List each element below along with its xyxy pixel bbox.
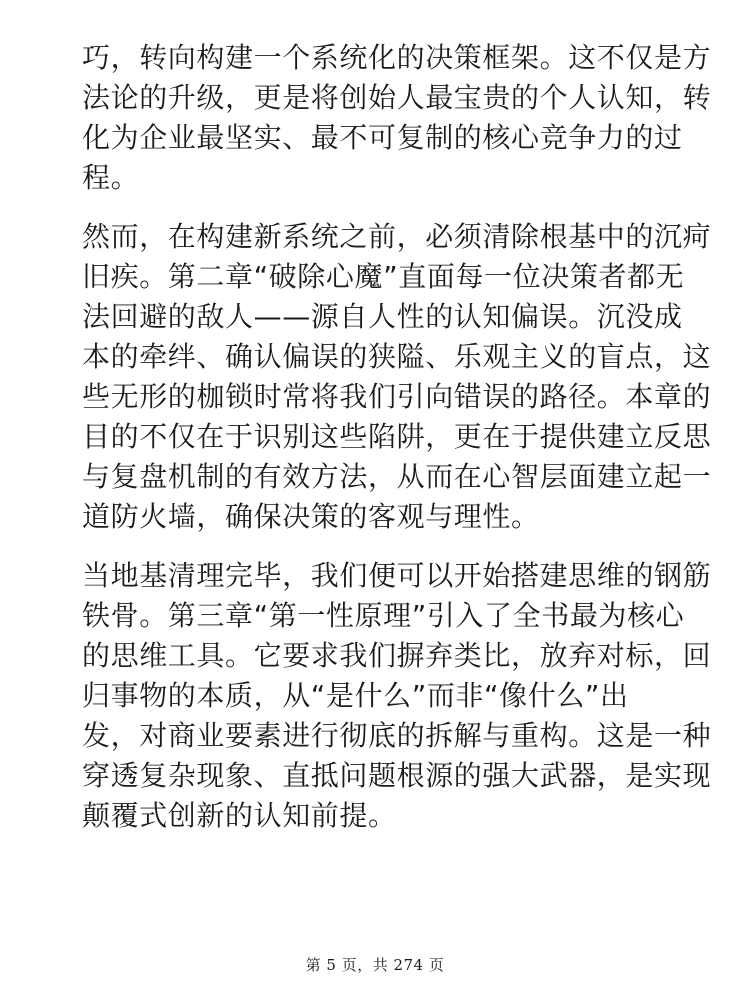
text-line: 道防火墙，确保决策的客观与理性。 <box>82 500 540 533</box>
text-line: 巧，转向构建一个系统化的决策框架。这不仅是方 <box>82 41 712 74</box>
page-number-indicator: 第 5 页，共 274 页 <box>305 956 445 974</box>
text-line: 法论的升级，更是将创始人最宝贵的个人认知，转 <box>82 81 712 114</box>
text-line: 当地基清理完毕，我们便可以开始搭建思维的钢筋 <box>82 559 712 592</box>
text-line: 本的牵绊、确认偏误的狭隘、乐观主义的盲点，这 <box>82 340 712 373</box>
text-line: 的思维工具。它要求我们摒弃类比，放弃对标，回 <box>82 639 712 672</box>
text-line: 些无形的枷锁时常将我们引向错误的路径。本章的 <box>82 380 712 413</box>
paragraph-3 <box>82 556 712 836</box>
text-line: 颠覆式创新的认知前提。 <box>82 799 397 832</box>
text-line: 然而，在构建新系统之前，必须清除根基中的沉疴 <box>82 220 712 253</box>
text-line: 目的不仅在于识别这些陷阱，更在于提供建立反思 <box>82 420 712 453</box>
text-line: 程。 <box>82 161 140 194</box>
text-line: 化为企业最坚实、最不可复制的核心竞争力的过 <box>82 121 683 154</box>
text-line: 发，对商业要素进行彻底的拆解与重构。这是一种 <box>82 719 712 752</box>
text-line: 归事物的本质，从“是什么”而非“像什么”出 <box>82 679 629 712</box>
paragraph-1 <box>82 38 712 198</box>
text-line: 穿透复杂现象、直抵问题根源的强大武器，是实现 <box>82 759 712 792</box>
paragraph-2 <box>82 217 712 537</box>
text-line: 与复盘机制的有效方法，从而在心智层面建立起一 <box>82 460 712 493</box>
text-line: 法回避的敌人——源自人性的认知偏误。沉没成 <box>82 300 683 333</box>
page-body <box>82 38 712 855</box>
text-line: 旧疾。第二章“破除心魔”直面每一位决策者都无 <box>82 260 685 293</box>
text-line: 铁骨。第三章“第一性原理”引入了全书最为核心 <box>82 599 685 632</box>
